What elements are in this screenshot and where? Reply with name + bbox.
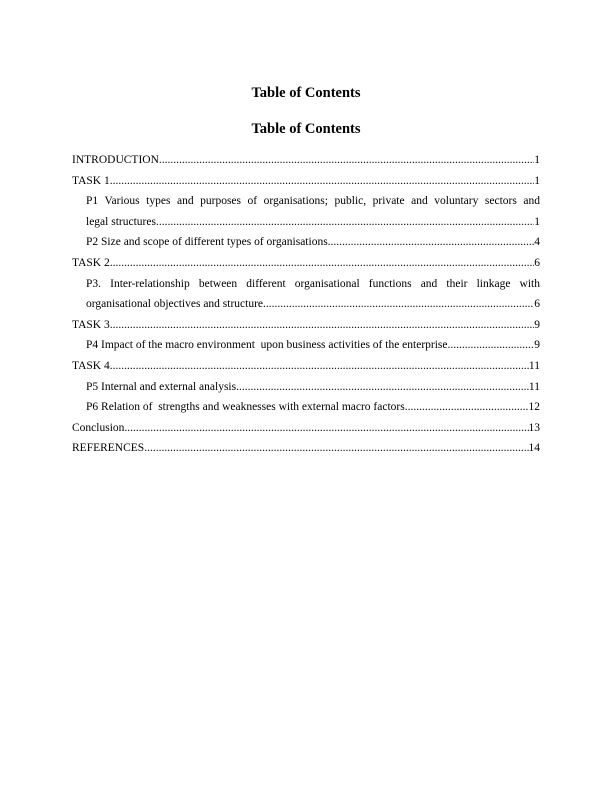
toc-page-number: 9: [534, 339, 540, 352]
page-title: Table of Contents: [251, 85, 361, 101]
toc-title: Table of Contents: [251, 121, 361, 137]
toc-entry-references[interactable]: [72, 438, 540, 459]
dot-leader: [110, 253, 535, 274]
toc-page-number: 1: [534, 215, 540, 228]
toc-page-number: 1: [534, 174, 540, 187]
toc-page-number: 14: [528, 442, 540, 455]
toc-entry-label: TASK 1: [72, 174, 110, 187]
toc-entry-label: Conclusion: [72, 421, 125, 434]
toc-page-number: 1: [534, 154, 540, 166]
toc-entry-label: P5 Internal and external analysis: [86, 380, 237, 393]
dot-leader: [263, 294, 534, 315]
toc-page-number: 12: [528, 401, 540, 414]
toc-entry-p1[interactable]: [72, 191, 540, 232]
dot-leader: [328, 232, 535, 253]
toc-entry-p3[interactable]: [72, 274, 540, 315]
dot-leader: [448, 335, 535, 356]
toc-entry-label: TASK 4: [72, 359, 110, 372]
toc-entry-label: TASK 3: [72, 318, 110, 331]
dot-leader: [156, 212, 534, 233]
toc-entry-label: REFERENCES: [72, 442, 145, 455]
dot-leader: [236, 377, 529, 398]
toc-page-number: 9: [534, 318, 540, 331]
dot-leader: [144, 438, 528, 459]
toc-entry-label: INTRODUCTION: [72, 154, 159, 166]
toc-page-number: 6: [534, 256, 540, 269]
toc-page-number: 11: [528, 359, 540, 372]
dot-leader: [159, 150, 534, 171]
table-of-contents: [72, 150, 540, 459]
toc-page-number: 13: [528, 421, 540, 434]
toc-entry-label: P4 Impact of the macro environment upon business activities of the enterprise: [86, 339, 448, 352]
toc-entry-task-1[interactable]: [72, 171, 540, 192]
dot-leader: [110, 356, 529, 377]
dot-leader: [110, 171, 535, 192]
toc-entry-task-3[interactable]: [72, 315, 540, 336]
toc-entry-label: P6 Relation of strengths and weaknesses with external macro factors: [86, 401, 405, 414]
toc-page-number: 6: [534, 298, 540, 311]
dot-leader: [124, 418, 528, 439]
toc-entry-label-line1: P1 Various types and purposes of organisations; public, private and voluntary sectors and: [86, 195, 540, 208]
toc-entry-p4[interactable]: [72, 335, 540, 356]
toc-entry-label-line2: organisational objectives and structure: [86, 298, 264, 311]
toc-entry-task-4[interactable]: [72, 356, 540, 377]
dot-leader: [405, 397, 529, 418]
toc-entry-task-2[interactable]: [72, 253, 540, 274]
toc-entry-label: P2 Size and scope of different types of organisations: [86, 236, 328, 249]
toc-entry-p5[interactable]: [72, 377, 540, 398]
toc-entry-label: TASK 2: [72, 256, 110, 269]
toc-page-number: 11: [528, 380, 540, 393]
toc-entry-conclusion[interactable]: [72, 418, 540, 439]
toc-entry-label-line1: P3. Inter-relationship between different organisational functions and their linkage with: [86, 277, 540, 290]
toc-entry-p6[interactable]: [72, 397, 540, 418]
toc-entry-introduction[interactable]: [72, 150, 540, 171]
dot-leader: [110, 315, 535, 336]
toc-entry-p2[interactable]: [72, 232, 540, 253]
toc-page-number: 4: [534, 236, 540, 249]
toc-entry-label-line2: legal structures: [86, 215, 156, 228]
